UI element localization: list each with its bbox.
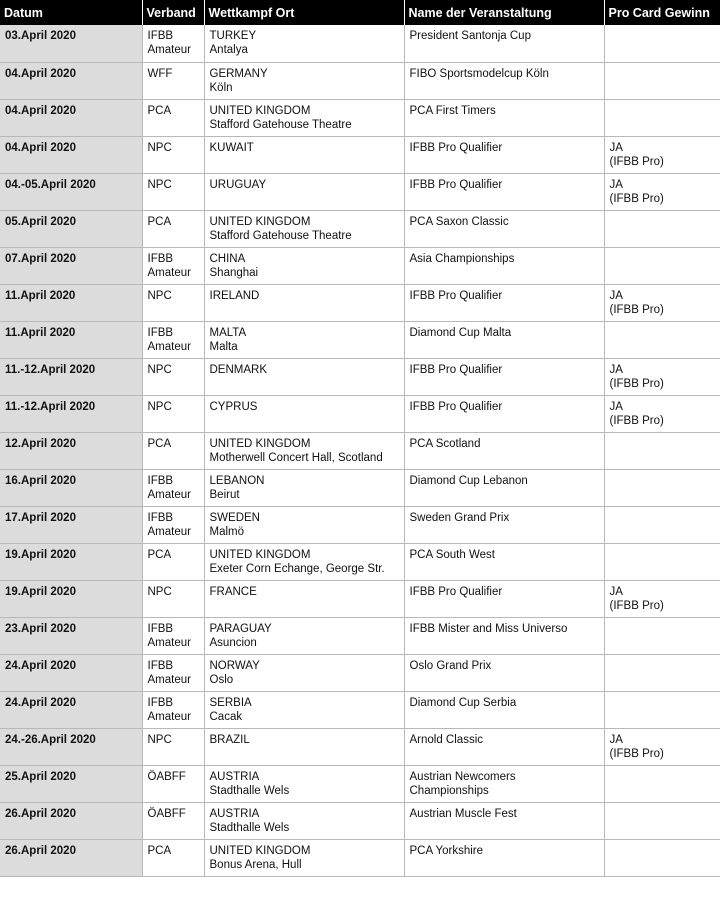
location-venue: Antalya xyxy=(209,44,248,56)
pro-card-cell xyxy=(604,802,720,839)
location-cell xyxy=(204,358,404,395)
table-row xyxy=(0,321,720,358)
federation-line1: ÖABFF xyxy=(147,770,186,783)
federation-line1: NPC xyxy=(147,141,172,154)
pro-card-cell xyxy=(604,136,720,173)
event-name: Oslo Grand Prix xyxy=(409,659,492,672)
date-cell xyxy=(0,691,142,728)
location-venue: Shanghai xyxy=(209,266,259,279)
location-country: UNITED KINGDOM xyxy=(209,548,311,561)
table-row xyxy=(0,543,720,580)
pro-card-cell xyxy=(604,580,720,617)
event-name: Diamond Cup Lebanon xyxy=(409,474,528,487)
federation-line1: IFBB xyxy=(147,622,174,635)
location-country: AUSTRIA xyxy=(209,807,260,820)
location-venue: Köln xyxy=(209,81,233,94)
pro-card-status: JA xyxy=(609,400,623,413)
location-country: FRANCE xyxy=(209,585,257,598)
pro-card-cell xyxy=(604,395,720,432)
location-country: AUSTRIA xyxy=(209,770,260,783)
date-text: 16.April 2020 xyxy=(5,474,76,487)
pro-card-status: JA xyxy=(609,289,623,302)
pro-card-note: (IFBB Pro) xyxy=(609,747,664,760)
federation-cell xyxy=(142,654,204,691)
location-country: UNITED KINGDOM xyxy=(209,437,311,450)
federation-line1: NPC xyxy=(147,363,172,376)
event-name: PCA Saxon Classic xyxy=(409,215,509,228)
location-cell xyxy=(204,506,404,543)
federation-cell xyxy=(142,395,204,432)
date-cell xyxy=(0,802,142,839)
pro-card-note: (IFBB Pro) xyxy=(609,303,664,316)
event-name: Diamond Cup Malta xyxy=(409,326,512,339)
federation-cell xyxy=(142,765,204,802)
header-row xyxy=(0,0,720,25)
federation-line1: IFBB xyxy=(147,474,174,487)
federation-line2: Amateur xyxy=(147,673,191,686)
date-text: 04.April 2020 xyxy=(5,67,76,80)
pro-card-cell xyxy=(604,506,720,543)
date-cell xyxy=(0,284,142,321)
federation-line1: ÖABFF xyxy=(147,807,186,820)
federation-line1: WFF xyxy=(147,67,173,80)
event-cell xyxy=(404,395,604,432)
federation-line1: NPC xyxy=(147,585,172,598)
federation-line1: NPC xyxy=(147,400,172,413)
location-venue: Malta xyxy=(209,340,238,353)
header-pro-card: Pro Card Gewinn xyxy=(604,0,720,25)
location-venue: Asuncion xyxy=(209,636,257,649)
federation-line1: IFBB xyxy=(147,659,174,672)
pro-card-status: JA xyxy=(609,733,623,746)
pro-card-cell xyxy=(604,617,720,654)
event-name: Arnold Classic xyxy=(409,733,483,746)
date-cell xyxy=(0,765,142,802)
location-country: IRELAND xyxy=(209,289,260,302)
location-cell xyxy=(204,62,404,99)
location-cell xyxy=(204,543,404,580)
location-country: SERBIA xyxy=(209,696,252,709)
event-name: Austrian Newcomers xyxy=(409,770,516,783)
location-cell xyxy=(204,432,404,469)
event-cell xyxy=(404,469,604,506)
location-country: MALTA xyxy=(209,326,247,339)
location-venue: Oslo xyxy=(209,673,234,686)
location-country: NORWAY xyxy=(209,659,260,672)
location-cell xyxy=(204,617,404,654)
event-name: PCA Yorkshire xyxy=(409,844,484,857)
pro-card-cell xyxy=(604,691,720,728)
pro-card-status: JA xyxy=(609,363,623,376)
table-row xyxy=(0,469,720,506)
date-text: 24.-26.April 2020 xyxy=(5,733,96,746)
location-cell xyxy=(204,25,404,62)
location-country: KUWAIT xyxy=(209,141,254,154)
event-name: Austrian Muscle Fest xyxy=(409,807,517,820)
federation-cell xyxy=(142,321,204,358)
location-venue: Stafford Gatehouse Theatre xyxy=(209,229,352,242)
date-text: 24.April 2020 xyxy=(5,659,76,672)
pro-card-cell xyxy=(604,432,720,469)
location-country: LEBANON xyxy=(209,474,265,487)
table-row xyxy=(0,210,720,247)
event-cell xyxy=(404,580,604,617)
pro-card-cell xyxy=(604,654,720,691)
event-cell xyxy=(404,802,604,839)
date-text: 26.April 2020 xyxy=(5,807,76,820)
federation-line1: NPC xyxy=(147,178,172,191)
date-cell xyxy=(0,728,142,765)
table-row xyxy=(0,284,720,321)
location-cell xyxy=(204,765,404,802)
location-country: PARAGUAY xyxy=(209,622,272,635)
location-cell xyxy=(204,395,404,432)
federation-line1: PCA xyxy=(147,437,172,450)
event-name: IFBB Pro Qualifier xyxy=(409,400,503,413)
location-cell xyxy=(204,802,404,839)
federation-cell xyxy=(142,136,204,173)
federation-line1: IFBB xyxy=(147,30,174,42)
event-name: President Santonja Cup xyxy=(409,30,531,42)
table-row xyxy=(0,395,720,432)
federation-line1: IFBB xyxy=(147,696,174,709)
pro-card-cell xyxy=(604,247,720,284)
event-name: PCA Scotland xyxy=(409,437,481,450)
pro-card-cell xyxy=(604,210,720,247)
header-wettkampf-ort: Wettkampf Ort xyxy=(204,0,404,25)
table-row xyxy=(0,247,720,284)
pro-card-cell xyxy=(604,173,720,210)
date-text: 11.April 2020 xyxy=(5,326,76,339)
date-text: 11.-12.April 2020 xyxy=(5,400,96,413)
date-cell xyxy=(0,543,142,580)
table-row xyxy=(0,62,720,99)
event-cell xyxy=(404,543,604,580)
date-cell xyxy=(0,506,142,543)
federation-cell xyxy=(142,284,204,321)
event-cell xyxy=(404,25,604,62)
pro-card-note: (IFBB Pro) xyxy=(609,377,664,390)
event-name: IFBB Mister and Miss Universo xyxy=(409,622,568,635)
table-row xyxy=(0,99,720,136)
pro-card-cell xyxy=(604,321,720,358)
federation-cell xyxy=(142,580,204,617)
date-cell xyxy=(0,617,142,654)
federation-cell xyxy=(142,173,204,210)
date-cell xyxy=(0,358,142,395)
date-text: 03.April 2020 xyxy=(5,30,76,42)
federation-line1: IFBB xyxy=(147,326,174,339)
federation-cell xyxy=(142,543,204,580)
federation-line1: PCA xyxy=(147,548,172,561)
date-cell xyxy=(0,99,142,136)
date-text: 19.April 2020 xyxy=(5,585,76,598)
table-row xyxy=(0,839,720,876)
event-name: Diamond Cup Serbia xyxy=(409,696,517,709)
pro-card-note: (IFBB Pro) xyxy=(609,155,664,168)
federation-cell xyxy=(142,247,204,284)
table-row xyxy=(0,728,720,765)
pro-card-cell xyxy=(604,765,720,802)
table-row xyxy=(0,358,720,395)
federation-line2: Amateur xyxy=(147,488,191,501)
date-text: 07.April 2020 xyxy=(5,252,76,265)
location-country: CHINA xyxy=(209,252,246,265)
federation-line1: PCA xyxy=(147,215,172,228)
federation-cell xyxy=(142,25,204,62)
date-cell xyxy=(0,173,142,210)
table-body xyxy=(0,25,720,876)
date-cell xyxy=(0,469,142,506)
event-cell xyxy=(404,136,604,173)
date-cell xyxy=(0,210,142,247)
table-row xyxy=(0,654,720,691)
event-cell xyxy=(404,210,604,247)
date-cell xyxy=(0,839,142,876)
date-text: 19.April 2020 xyxy=(5,548,76,561)
location-venue: Bonus Arena, Hull xyxy=(209,858,302,871)
event-cell xyxy=(404,358,604,395)
location-venue: Beirut xyxy=(209,488,240,501)
event-cell xyxy=(404,321,604,358)
table-row xyxy=(0,802,720,839)
pro-card-note: (IFBB Pro) xyxy=(609,192,664,205)
location-venue: Stafford Gatehouse Theatre xyxy=(209,118,352,131)
event-cell xyxy=(404,99,604,136)
event-name: IFBB Pro Qualifier xyxy=(409,363,503,376)
date-text: 05.April 2020 xyxy=(5,215,76,228)
pro-card-note: (IFBB Pro) xyxy=(609,599,664,612)
event-name: IFBB Pro Qualifier xyxy=(409,585,503,598)
date-text: 04.April 2020 xyxy=(5,104,76,117)
date-text: 26.April 2020 xyxy=(5,844,76,857)
date-text: 11.April 2020 xyxy=(5,289,76,302)
event-cell xyxy=(404,765,604,802)
pro-card-cell xyxy=(604,469,720,506)
location-country: UNITED KINGDOM xyxy=(209,844,311,857)
pro-card-cell xyxy=(604,284,720,321)
event-cell xyxy=(404,506,604,543)
federation-line1: NPC xyxy=(147,733,172,746)
table-row xyxy=(0,765,720,802)
event-cell xyxy=(404,432,604,469)
event-cell xyxy=(404,654,604,691)
event-cell xyxy=(404,728,604,765)
table-row xyxy=(0,580,720,617)
pro-card-note: (IFBB Pro) xyxy=(609,414,664,427)
location-venue: Stadthalle Wels xyxy=(209,784,290,797)
table-row xyxy=(0,173,720,210)
event-name: PCA South West xyxy=(409,548,495,561)
federation-cell xyxy=(142,617,204,654)
location-country: CYPRUS xyxy=(209,400,258,413)
location-country: TURKEY xyxy=(209,30,257,42)
event-name: FIBO Sportsmodelcup Köln xyxy=(409,67,549,80)
date-cell xyxy=(0,321,142,358)
federation-line2: Amateur xyxy=(147,340,191,353)
location-cell xyxy=(204,321,404,358)
location-cell xyxy=(204,284,404,321)
location-cell xyxy=(204,728,404,765)
table-row xyxy=(0,136,720,173)
date-cell xyxy=(0,395,142,432)
location-cell xyxy=(204,210,404,247)
event-name: Sweden Grand Prix xyxy=(409,511,510,524)
location-venue: Cacak xyxy=(209,710,243,723)
pro-card-cell xyxy=(604,358,720,395)
federation-line2: Amateur xyxy=(147,44,191,56)
federation-line1: IFBB xyxy=(147,252,174,265)
header-verband: Verband xyxy=(142,0,204,25)
table-row xyxy=(0,25,720,62)
location-cell xyxy=(204,839,404,876)
federation-cell xyxy=(142,358,204,395)
federation-line2: Amateur xyxy=(147,525,191,538)
date-text: 04.April 2020 xyxy=(5,141,76,154)
date-text: 17.April 2020 xyxy=(5,511,76,524)
date-text: 12.April 2020 xyxy=(5,437,76,450)
location-cell xyxy=(204,469,404,506)
pro-card-cell xyxy=(604,728,720,765)
date-cell xyxy=(0,25,142,62)
location-country: UNITED KINGDOM xyxy=(209,215,311,228)
location-cell xyxy=(204,136,404,173)
event-cell xyxy=(404,62,604,99)
event-cell xyxy=(404,173,604,210)
federation-cell xyxy=(142,728,204,765)
federation-line2: Amateur xyxy=(147,636,191,649)
pro-card-status: JA xyxy=(609,585,623,598)
location-venue: Exeter Corn Echange, George Str. xyxy=(209,562,385,575)
date-cell xyxy=(0,580,142,617)
federation-cell xyxy=(142,691,204,728)
pro-card-cell xyxy=(604,25,720,62)
location-country: DENMARK xyxy=(209,363,268,376)
location-cell xyxy=(204,691,404,728)
date-text: 24.April 2020 xyxy=(5,696,76,709)
federation-line2: Amateur xyxy=(147,710,191,723)
location-cell xyxy=(204,99,404,136)
date-cell xyxy=(0,654,142,691)
date-text: 23.April 2020 xyxy=(5,622,76,635)
location-cell xyxy=(204,580,404,617)
federation-cell xyxy=(142,432,204,469)
federation-line1: PCA xyxy=(147,104,172,117)
date-cell xyxy=(0,62,142,99)
table-row xyxy=(0,506,720,543)
date-text: 04.-05.April 2020 xyxy=(5,178,96,191)
location-venue: Motherwell Concert Hall, Scotland xyxy=(209,451,383,464)
location-country: SWEDEN xyxy=(209,511,260,524)
date-cell xyxy=(0,136,142,173)
federation-line1: NPC xyxy=(147,289,172,302)
federation-cell xyxy=(142,210,204,247)
location-country: GERMANY xyxy=(209,67,268,80)
event-name-line2: Championships xyxy=(409,784,489,797)
header-datum: Datum xyxy=(0,0,142,25)
federation-cell xyxy=(142,62,204,99)
event-cell xyxy=(404,617,604,654)
location-cell xyxy=(204,173,404,210)
location-country: UNITED KINGDOM xyxy=(209,104,311,117)
event-cell xyxy=(404,691,604,728)
date-cell xyxy=(0,247,142,284)
pro-card-status: JA xyxy=(609,141,623,154)
federation-line1: PCA xyxy=(147,844,172,857)
event-cell xyxy=(404,839,604,876)
federation-cell xyxy=(142,839,204,876)
federation-line2: Amateur xyxy=(147,266,191,279)
event-name: IFBB Pro Qualifier xyxy=(409,289,503,302)
date-text: 25.April 2020 xyxy=(5,770,76,783)
event-cell xyxy=(404,284,604,321)
federation-cell xyxy=(142,469,204,506)
location-cell xyxy=(204,654,404,691)
table-row xyxy=(0,691,720,728)
pro-card-cell xyxy=(604,839,720,876)
federation-cell xyxy=(142,802,204,839)
pro-card-status: JA xyxy=(609,178,623,191)
federation-cell xyxy=(142,506,204,543)
event-name: IFBB Pro Qualifier xyxy=(409,141,503,154)
location-cell xyxy=(204,247,404,284)
header-veranstaltung: Name der Veranstaltung xyxy=(404,0,604,25)
federation-cell xyxy=(142,99,204,136)
date-text: 11.-12.April 2020 xyxy=(5,363,96,376)
event-name: IFBB Pro Qualifier xyxy=(409,178,503,191)
location-country: BRAZIL xyxy=(209,733,250,746)
event-name: PCA First Timers xyxy=(409,104,496,117)
date-cell xyxy=(0,432,142,469)
location-country: URUGUAY xyxy=(209,178,267,191)
event-name: Asia Championships xyxy=(409,252,515,265)
location-venue: Stadthalle Wels xyxy=(209,821,290,834)
event-cell xyxy=(404,247,604,284)
pro-card-cell xyxy=(604,543,720,580)
table-row xyxy=(0,432,720,469)
location-venue: Malmö xyxy=(209,525,245,538)
pro-card-cell xyxy=(604,99,720,136)
table-row xyxy=(0,617,720,654)
pro-card-cell xyxy=(604,62,720,99)
federation-line1: IFBB xyxy=(147,511,174,524)
